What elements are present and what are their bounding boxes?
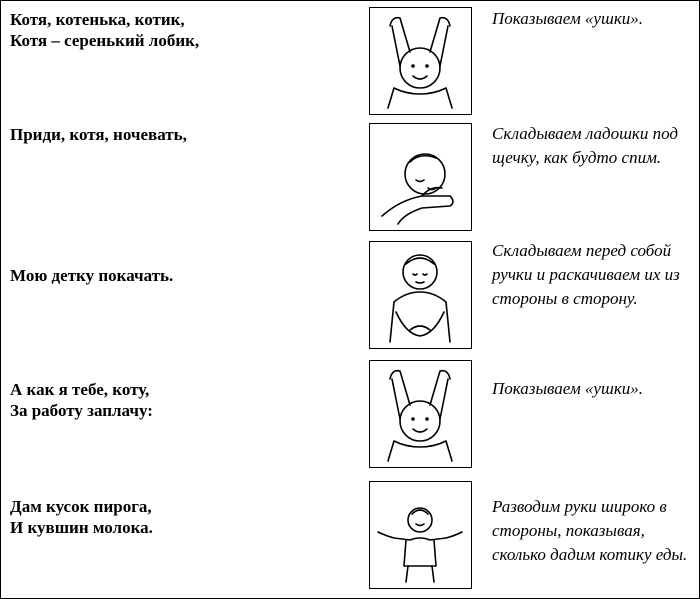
child-sleeping-icon	[370, 124, 471, 230]
verse-2	[10, 124, 350, 145]
verse-1	[10, 9, 350, 51]
verse-line: И кувшин молока.	[10, 518, 153, 537]
verse-line: Дам кусок пирога,	[10, 497, 152, 516]
verse-line: А как я тебе, коту,	[10, 380, 150, 399]
verse-3	[10, 265, 350, 286]
illustration-frame	[369, 7, 472, 115]
verse-line: Котя – серенький лобик,	[10, 31, 200, 50]
child-ears-icon	[370, 8, 471, 114]
verse-line: За работу заплачу:	[10, 401, 153, 420]
action-2: Складываем ладошки под щечку, как будто спим.	[492, 124, 678, 167]
illustration-frame	[369, 123, 472, 231]
verse-5	[10, 496, 350, 538]
child-rocking-icon	[370, 242, 471, 348]
verse-line: Котя, котенька, котик,	[10, 10, 185, 29]
action-4: Показываем «ушки».	[492, 379, 644, 398]
illustration-frame	[369, 481, 472, 589]
action-3: Складываем перед собой ручки и раскачиваем их из стороны в сторону.	[492, 241, 680, 308]
illustration-frame	[369, 241, 472, 349]
verse-line: Приди, котя, ночевать,	[10, 125, 187, 144]
verse-line: Мою детку покачать.	[10, 266, 174, 285]
child-ears-icon	[370, 361, 471, 467]
child-arms-wide-icon	[370, 482, 471, 588]
illustration-frame	[369, 360, 472, 468]
action-5: Разводим руки широко в стороны, показывая, сколько дадим котику еды.	[492, 497, 688, 564]
verse-4	[10, 379, 350, 421]
action-1: Показываем «ушки».	[492, 9, 644, 28]
